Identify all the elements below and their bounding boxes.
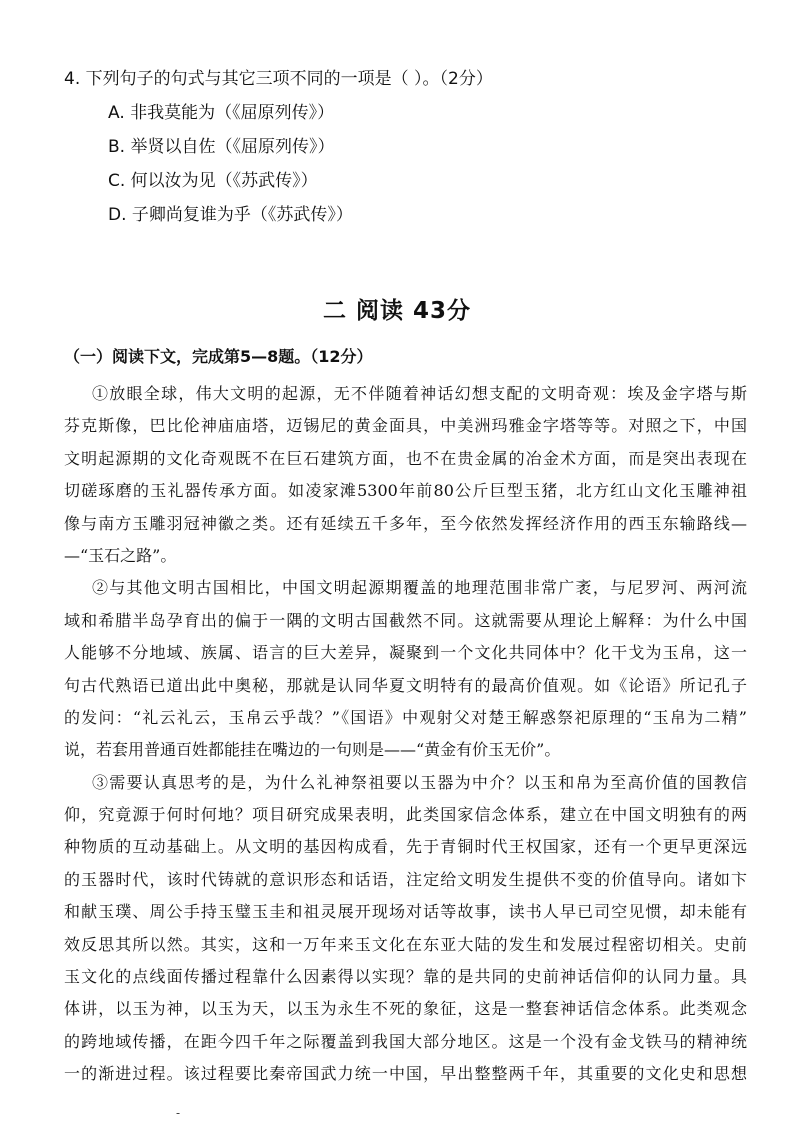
passage-line: 说，若套用普通百姓都能挂在嘴边的一句则是——“黄金有价玉无价”。 xyxy=(64,740,561,760)
passage-line: 一的渐进过程。该过程要比秦帝国武力统一中国，早出整整两千年，其重要的文化史和思想 xyxy=(64,1064,747,1084)
passage-line: 的玉器时代，该时代铸就的意识形态和话语，注定给文明发生提供不变的价值导向。诸如卞 xyxy=(64,869,747,889)
passage-line: 的发问：“礼云礼云，玉帛云乎哉？”《国语》中观射父对楚王解惑祭祀原理的“玉帛为二精” xyxy=(64,707,747,727)
passage-line: 域和希腊半岛孕育出的偏于一隅的文明古国截然不同。这就需要从理论上解释：为什么中国 xyxy=(64,610,747,630)
passage-line: 人能够不分地域、族属、语言的巨大差异，凝聚到一个文化共同体中？化干戈为玉帛，这一 xyxy=(64,643,747,663)
passage-line: —“玉石之路”。 xyxy=(64,545,177,565)
question-4-stem: 4. 下列句子的句式与其它三项不同的一项是（ ）。（2分） xyxy=(64,69,493,89)
passage-line: ①放眼全球，伟大文明的起源，无不伴随着神话幻想支配的文明奇观：埃及金字塔与斯 xyxy=(92,384,747,403)
passage-line: ③需要认真思考的是，为什么礼神祭祖要以玉器为中介？以玉和帛为至高价值的国教信 xyxy=(92,772,747,792)
option-b: B. 举贤以自佐（《屈原列传》） xyxy=(108,137,335,157)
reading-passage xyxy=(64,378,747,1091)
passage-line: 仰，究竟源于何时何地？项目研究成果表明，此类国家信念体系，建立在中国文明独有的两 xyxy=(64,805,747,825)
passage-line: 芬克斯像，巴比伦神庙庙塔，迈锡尼的黄金面具，中美洲玛雅金字塔等等。对照之下，中国 xyxy=(64,416,747,436)
passage-line: ②与其他文明古国相比，中国文明起源期覆盖的地理范围非常广袤，与尼罗河、两河流 xyxy=(92,578,747,598)
passage-line: 体讲，以玉为神，以玉为天，以玉为永生不死的象征，这是一整套神话信念体系。此类观念 xyxy=(64,999,747,1019)
option-a: A. 非我莫能为（《屈原列传》） xyxy=(108,103,335,123)
passage-line: 句古代熟语已道出此中奥秘，那就是认同华夏文明特有的最高价值观。如《论语》所记孔子 xyxy=(64,675,747,695)
option-d: D. 子卿尚复谁为乎（《苏武传》） xyxy=(108,205,353,225)
passage-line: 的跨地域传播，在距今四千年之际覆盖到我国大部分地区。这是一个没有金戈铁马的精神统 xyxy=(64,1031,747,1051)
page-mark: - xyxy=(176,1106,181,1120)
option-c: C. 何以汝为见（《苏武传》） xyxy=(108,171,318,191)
passage-line: 效反思其所以然。其实，这和一万年来玉文化在东亚大陆的发生和发展过程密切相关。史前 xyxy=(64,934,747,954)
passage-line: 玉文化的点线面传播过程靠什么因素得以实现？靠的是共同的史前神话信仰的认同力量。具 xyxy=(64,967,747,987)
passage-line: 和献玉璞、周公手持玉璧玉圭和祖灵展开现场对话等故事，读书人早已司空见惯，却未能有 xyxy=(64,902,747,922)
section-title: 二 阅读 43分 xyxy=(322,298,472,324)
passage-heading: （一）阅读下文，完成第5—8题。（12分） xyxy=(64,347,373,366)
passage-line: 像与南方玉雕羽冠神徽之类。还有延续五千多年，至今依然发挥经济作用的西玉东输路线— xyxy=(64,513,747,533)
question-4-options xyxy=(108,96,353,232)
passage-line: 文明起源期的文化奇观既不在巨石建筑方面，也不在贵金属的冶金术方面，而是突出表现在 xyxy=(64,448,747,468)
passage-line: 种物质的互动基础上。从文明的基因构成看，先于青铜时代王权国家，还有一个更早更深远 xyxy=(64,837,747,857)
passage-line: 切磋琢磨的玉礼器传承方面。如凌家滩5300年前80公斤巨型玉猪，北方红山文化玉雕神祖 xyxy=(64,481,747,501)
